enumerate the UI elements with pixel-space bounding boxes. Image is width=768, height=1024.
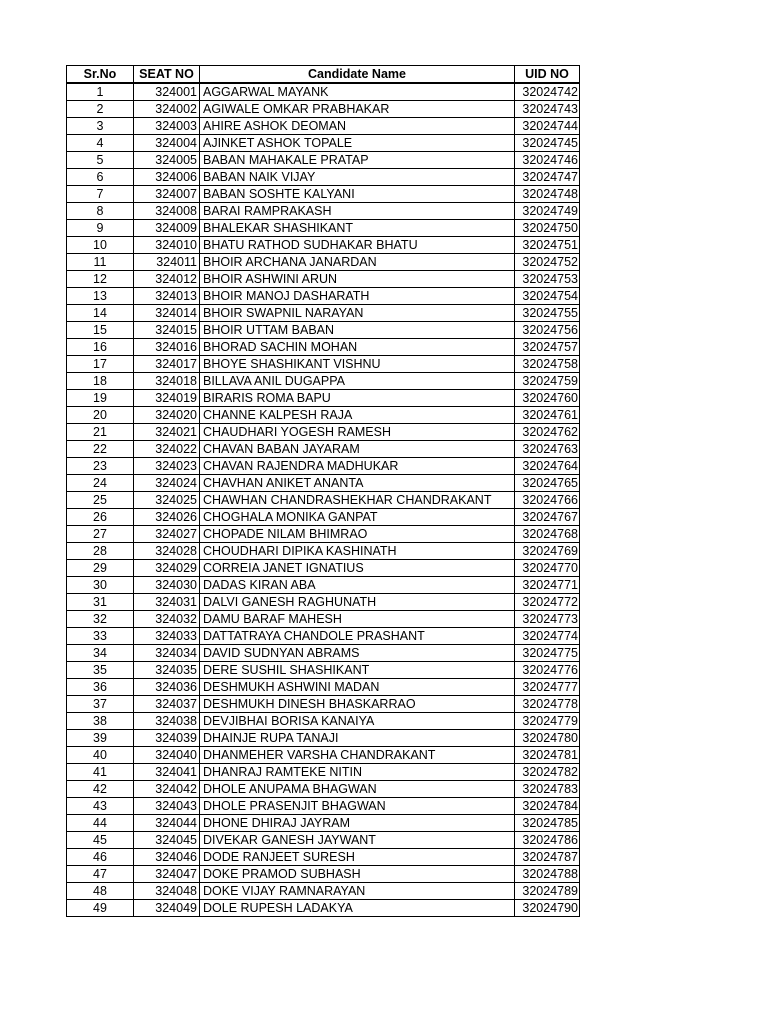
cell-sr-no: 36 bbox=[67, 679, 134, 696]
table-row bbox=[67, 594, 580, 611]
cell-sr-no: 8 bbox=[67, 203, 134, 220]
cell-uid-no: 32024772 bbox=[515, 594, 580, 611]
cell-seat-no: 324037 bbox=[134, 696, 200, 713]
cell-candidate-name: DESHMUKH ASHWINI MADAN bbox=[200, 679, 515, 696]
cell-seat-no: 324004 bbox=[134, 135, 200, 152]
cell-seat-no: 324033 bbox=[134, 628, 200, 645]
cell-candidate-name: BHOYE SHASHIKANT VISHNU bbox=[200, 356, 515, 373]
cell-uid-no: 32024784 bbox=[515, 798, 580, 815]
table-row bbox=[67, 730, 580, 747]
table-row bbox=[67, 356, 580, 373]
cell-seat-no: 324035 bbox=[134, 662, 200, 679]
cell-sr-no: 4 bbox=[67, 135, 134, 152]
table-row bbox=[67, 373, 580, 390]
cell-uid-no: 32024786 bbox=[515, 832, 580, 849]
cell-uid-no: 32024776 bbox=[515, 662, 580, 679]
cell-seat-no: 324031 bbox=[134, 594, 200, 611]
cell-uid-no: 32024788 bbox=[515, 866, 580, 883]
cell-seat-no: 324015 bbox=[134, 322, 200, 339]
table-row bbox=[67, 492, 580, 509]
cell-uid-no: 32024762 bbox=[515, 424, 580, 441]
cell-uid-no: 32024752 bbox=[515, 254, 580, 271]
cell-candidate-name: CHAUDHARI YOGESH RAMESH bbox=[200, 424, 515, 441]
cell-uid-no: 32024755 bbox=[515, 305, 580, 322]
cell-uid-no: 32024742 bbox=[515, 83, 580, 101]
header-candidate-name: Candidate Name bbox=[200, 66, 515, 84]
cell-uid-no: 32024745 bbox=[515, 135, 580, 152]
cell-sr-no: 43 bbox=[67, 798, 134, 815]
cell-uid-no: 32024746 bbox=[515, 152, 580, 169]
cell-candidate-name: CHAWHAN CHANDRASHEKHAR CHANDRAKANT bbox=[200, 492, 515, 509]
cell-candidate-name: DHOLE ANUPAMA BHAGWAN bbox=[200, 781, 515, 798]
table-row bbox=[67, 849, 580, 866]
cell-uid-no: 32024748 bbox=[515, 186, 580, 203]
table-row bbox=[67, 271, 580, 288]
cell-candidate-name: DHOLE PRASENJIT BHAGWAN bbox=[200, 798, 515, 815]
cell-candidate-name: BHALEKAR SHASHIKANT bbox=[200, 220, 515, 237]
cell-candidate-name: BIRARIS ROMA BAPU bbox=[200, 390, 515, 407]
cell-uid-no: 32024750 bbox=[515, 220, 580, 237]
cell-sr-no: 15 bbox=[67, 322, 134, 339]
table-row bbox=[67, 679, 580, 696]
table-row bbox=[67, 83, 580, 101]
cell-candidate-name: CHAVAN RAJENDRA MADHUKAR bbox=[200, 458, 515, 475]
cell-uid-no: 32024749 bbox=[515, 203, 580, 220]
cell-candidate-name: BHOIR ARCHANA JANARDAN bbox=[200, 254, 515, 271]
cell-sr-no: 22 bbox=[67, 441, 134, 458]
cell-candidate-name: DHONE DHIRAJ JAYRAM bbox=[200, 815, 515, 832]
cell-sr-no: 3 bbox=[67, 118, 134, 135]
cell-sr-no: 30 bbox=[67, 577, 134, 594]
cell-seat-no: 324038 bbox=[134, 713, 200, 730]
table-row bbox=[67, 305, 580, 322]
table-row bbox=[67, 866, 580, 883]
cell-candidate-name: AJINKET ASHOK TOPALE bbox=[200, 135, 515, 152]
cell-seat-no: 324007 bbox=[134, 186, 200, 203]
cell-seat-no: 324026 bbox=[134, 509, 200, 526]
cell-uid-no: 32024779 bbox=[515, 713, 580, 730]
cell-seat-no: 324022 bbox=[134, 441, 200, 458]
cell-candidate-name: CHAVHAN ANIKET ANANTA bbox=[200, 475, 515, 492]
cell-sr-no: 9 bbox=[67, 220, 134, 237]
cell-uid-no: 32024769 bbox=[515, 543, 580, 560]
cell-candidate-name: AHIRE ASHOK DEOMAN bbox=[200, 118, 515, 135]
header-row bbox=[67, 66, 580, 84]
cell-uid-no: 32024744 bbox=[515, 118, 580, 135]
cell-seat-no: 324005 bbox=[134, 152, 200, 169]
cell-seat-no: 324012 bbox=[134, 271, 200, 288]
table-row bbox=[67, 169, 580, 186]
table-row bbox=[67, 645, 580, 662]
cell-sr-no: 47 bbox=[67, 866, 134, 883]
cell-seat-no: 324028 bbox=[134, 543, 200, 560]
cell-seat-no: 324043 bbox=[134, 798, 200, 815]
cell-candidate-name: DESHMUKH DINESH BHASKARRAO bbox=[200, 696, 515, 713]
cell-sr-no: 27 bbox=[67, 526, 134, 543]
cell-candidate-name: AGIWALE OMKAR PRABHAKAR bbox=[200, 101, 515, 118]
cell-candidate-name: CORREIA JANET IGNATIUS bbox=[200, 560, 515, 577]
table-row bbox=[67, 747, 580, 764]
cell-uid-no: 32024764 bbox=[515, 458, 580, 475]
table-row bbox=[67, 203, 580, 220]
cell-uid-no: 32024780 bbox=[515, 730, 580, 747]
table-row bbox=[67, 543, 580, 560]
header-uid-no: UID NO bbox=[515, 66, 580, 84]
cell-seat-no: 324042 bbox=[134, 781, 200, 798]
cell-candidate-name: DIVEKAR GANESH JAYWANT bbox=[200, 832, 515, 849]
cell-uid-no: 32024781 bbox=[515, 747, 580, 764]
cell-candidate-name: CHANNE KALPESH RAJA bbox=[200, 407, 515, 424]
table-row bbox=[67, 118, 580, 135]
cell-sr-no: 24 bbox=[67, 475, 134, 492]
table-row bbox=[67, 220, 580, 237]
cell-seat-no: 324023 bbox=[134, 458, 200, 475]
table-row bbox=[67, 407, 580, 424]
cell-candidate-name: DHAINJE RUPA TANAJI bbox=[200, 730, 515, 747]
table-row bbox=[67, 696, 580, 713]
cell-seat-no: 324025 bbox=[134, 492, 200, 509]
cell-candidate-name: CHOPADE NILAM BHIMRAO bbox=[200, 526, 515, 543]
cell-sr-no: 7 bbox=[67, 186, 134, 203]
cell-sr-no: 49 bbox=[67, 900, 134, 917]
cell-candidate-name: DOLE RUPESH LADAKYA bbox=[200, 900, 515, 917]
cell-sr-no: 34 bbox=[67, 645, 134, 662]
cell-seat-no: 324024 bbox=[134, 475, 200, 492]
cell-sr-no: 6 bbox=[67, 169, 134, 186]
cell-uid-no: 32024747 bbox=[515, 169, 580, 186]
cell-uid-no: 32024763 bbox=[515, 441, 580, 458]
cell-candidate-name: BHORAD SACHIN MOHAN bbox=[200, 339, 515, 356]
cell-sr-no: 11 bbox=[67, 254, 134, 271]
cell-uid-no: 32024743 bbox=[515, 101, 580, 118]
cell-seat-no: 324010 bbox=[134, 237, 200, 254]
cell-uid-no: 32024758 bbox=[515, 356, 580, 373]
cell-sr-no: 2 bbox=[67, 101, 134, 118]
cell-sr-no: 5 bbox=[67, 152, 134, 169]
table-row bbox=[67, 577, 580, 594]
cell-sr-no: 33 bbox=[67, 628, 134, 645]
cell-sr-no: 45 bbox=[67, 832, 134, 849]
cell-candidate-name: DAMU BARAF MAHESH bbox=[200, 611, 515, 628]
cell-candidate-name: BABAN MAHAKALE PRATAP bbox=[200, 152, 515, 169]
cell-candidate-name: BHOIR SWAPNIL NARAYAN bbox=[200, 305, 515, 322]
cell-sr-no: 10 bbox=[67, 237, 134, 254]
cell-uid-no: 32024770 bbox=[515, 560, 580, 577]
cell-sr-no: 32 bbox=[67, 611, 134, 628]
cell-seat-no: 324039 bbox=[134, 730, 200, 747]
table-row bbox=[67, 237, 580, 254]
cell-uid-no: 32024753 bbox=[515, 271, 580, 288]
cell-seat-no: 324044 bbox=[134, 815, 200, 832]
table-row bbox=[67, 832, 580, 849]
cell-candidate-name: BABAN SOSHTE KALYANI bbox=[200, 186, 515, 203]
table-row bbox=[67, 339, 580, 356]
cell-seat-no: 324047 bbox=[134, 866, 200, 883]
cell-uid-no: 32024775 bbox=[515, 645, 580, 662]
table-header bbox=[67, 66, 580, 84]
cell-candidate-name: DOKE PRAMOD SUBHASH bbox=[200, 866, 515, 883]
cell-seat-no: 324011 bbox=[134, 254, 200, 271]
cell-uid-no: 32024777 bbox=[515, 679, 580, 696]
cell-seat-no: 324045 bbox=[134, 832, 200, 849]
cell-candidate-name: BHOIR ASHWINI ARUN bbox=[200, 271, 515, 288]
cell-seat-no: 324032 bbox=[134, 611, 200, 628]
cell-candidate-name: CHOGHALA MONIKA GANPAT bbox=[200, 509, 515, 526]
cell-seat-no: 324008 bbox=[134, 203, 200, 220]
cell-uid-no: 32024761 bbox=[515, 407, 580, 424]
cell-seat-no: 324001 bbox=[134, 83, 200, 101]
cell-candidate-name: BHOIR UTTAM BABAN bbox=[200, 322, 515, 339]
cell-uid-no: 32024778 bbox=[515, 696, 580, 713]
cell-uid-no: 32024787 bbox=[515, 849, 580, 866]
cell-sr-no: 18 bbox=[67, 373, 134, 390]
cell-seat-no: 324034 bbox=[134, 645, 200, 662]
cell-uid-no: 32024759 bbox=[515, 373, 580, 390]
cell-candidate-name: BHATU RATHOD SUDHAKAR BHATU bbox=[200, 237, 515, 254]
cell-sr-no: 35 bbox=[67, 662, 134, 679]
cell-seat-no: 324013 bbox=[134, 288, 200, 305]
table-row bbox=[67, 441, 580, 458]
table-body bbox=[67, 83, 580, 917]
table-row bbox=[67, 475, 580, 492]
cell-seat-no: 324006 bbox=[134, 169, 200, 186]
cell-uid-no: 32024756 bbox=[515, 322, 580, 339]
cell-sr-no: 23 bbox=[67, 458, 134, 475]
table-row bbox=[67, 135, 580, 152]
table-row bbox=[67, 101, 580, 118]
cell-uid-no: 32024774 bbox=[515, 628, 580, 645]
cell-candidate-name: DERE SUSHIL SHASHIKANT bbox=[200, 662, 515, 679]
cell-candidate-name: CHAVAN BABAN JAYARAM bbox=[200, 441, 515, 458]
table-row bbox=[67, 764, 580, 781]
table-row bbox=[67, 560, 580, 577]
table-row bbox=[67, 900, 580, 917]
cell-candidate-name: BHOIR MANOJ DASHARATH bbox=[200, 288, 515, 305]
cell-uid-no: 32024783 bbox=[515, 781, 580, 798]
cell-candidate-name: BABAN NAIK VIJAY bbox=[200, 169, 515, 186]
cell-candidate-name: BARAI RAMPRAKASH bbox=[200, 203, 515, 220]
cell-sr-no: 17 bbox=[67, 356, 134, 373]
cell-seat-no: 324046 bbox=[134, 849, 200, 866]
cell-seat-no: 324041 bbox=[134, 764, 200, 781]
cell-sr-no: 44 bbox=[67, 815, 134, 832]
header-sr-no: Sr.No bbox=[67, 66, 134, 84]
cell-seat-no: 324020 bbox=[134, 407, 200, 424]
table-row bbox=[67, 254, 580, 271]
cell-candidate-name: DATTATRAYA CHANDOLE PRASHANT bbox=[200, 628, 515, 645]
cell-sr-no: 37 bbox=[67, 696, 134, 713]
cell-sr-no: 1 bbox=[67, 83, 134, 101]
table-row bbox=[67, 628, 580, 645]
cell-candidate-name: DODE RANJEET SURESH bbox=[200, 849, 515, 866]
cell-uid-no: 32024751 bbox=[515, 237, 580, 254]
header-seat-no: SEAT NO bbox=[134, 66, 200, 84]
cell-uid-no: 32024790 bbox=[515, 900, 580, 917]
cell-seat-no: 324009 bbox=[134, 220, 200, 237]
cell-sr-no: 29 bbox=[67, 560, 134, 577]
cell-uid-no: 32024757 bbox=[515, 339, 580, 356]
table-row bbox=[67, 186, 580, 203]
cell-uid-no: 32024768 bbox=[515, 526, 580, 543]
cell-uid-no: 32024767 bbox=[515, 509, 580, 526]
cell-uid-no: 32024766 bbox=[515, 492, 580, 509]
table-row bbox=[67, 424, 580, 441]
cell-sr-no: 41 bbox=[67, 764, 134, 781]
cell-seat-no: 324018 bbox=[134, 373, 200, 390]
cell-sr-no: 26 bbox=[67, 509, 134, 526]
cell-candidate-name: DEVJIBHAI BORISA KANAIYA bbox=[200, 713, 515, 730]
cell-uid-no: 32024789 bbox=[515, 883, 580, 900]
table-row bbox=[67, 798, 580, 815]
cell-sr-no: 13 bbox=[67, 288, 134, 305]
cell-candidate-name: DADAS KIRAN ABA bbox=[200, 577, 515, 594]
cell-seat-no: 324049 bbox=[134, 900, 200, 917]
cell-candidate-name: DAVID SUDNYAN ABRAMS bbox=[200, 645, 515, 662]
table-row bbox=[67, 509, 580, 526]
cell-candidate-name: BILLAVA ANIL DUGAPPA bbox=[200, 373, 515, 390]
cell-candidate-name: DHANMEHER VARSHA CHANDRAKANT bbox=[200, 747, 515, 764]
cell-seat-no: 324017 bbox=[134, 356, 200, 373]
cell-candidate-name: DALVI GANESH RAGHUNATH bbox=[200, 594, 515, 611]
cell-candidate-name: DOKE VIJAY RAMNARAYAN bbox=[200, 883, 515, 900]
cell-seat-no: 324040 bbox=[134, 747, 200, 764]
cell-sr-no: 40 bbox=[67, 747, 134, 764]
table-row bbox=[67, 322, 580, 339]
cell-sr-no: 28 bbox=[67, 543, 134, 560]
cell-candidate-name: CHOUDHARI DIPIKA KASHINATH bbox=[200, 543, 515, 560]
cell-uid-no: 32024760 bbox=[515, 390, 580, 407]
table-row bbox=[67, 526, 580, 543]
table-row bbox=[67, 662, 580, 679]
cell-sr-no: 39 bbox=[67, 730, 134, 747]
table-row bbox=[67, 611, 580, 628]
cell-seat-no: 324027 bbox=[134, 526, 200, 543]
cell-sr-no: 21 bbox=[67, 424, 134, 441]
cell-sr-no: 12 bbox=[67, 271, 134, 288]
cell-sr-no: 19 bbox=[67, 390, 134, 407]
cell-uid-no: 32024782 bbox=[515, 764, 580, 781]
table-row bbox=[67, 883, 580, 900]
cell-sr-no: 42 bbox=[67, 781, 134, 798]
cell-seat-no: 324019 bbox=[134, 390, 200, 407]
table-row bbox=[67, 458, 580, 475]
cell-seat-no: 324030 bbox=[134, 577, 200, 594]
cell-uid-no: 32024754 bbox=[515, 288, 580, 305]
cell-seat-no: 324036 bbox=[134, 679, 200, 696]
cell-sr-no: 46 bbox=[67, 849, 134, 866]
cell-seat-no: 324048 bbox=[134, 883, 200, 900]
cell-seat-no: 324014 bbox=[134, 305, 200, 322]
cell-seat-no: 324016 bbox=[134, 339, 200, 356]
cell-candidate-name: DHANRAJ RAMTEKE NITIN bbox=[200, 764, 515, 781]
cell-sr-no: 48 bbox=[67, 883, 134, 900]
cell-seat-no: 324021 bbox=[134, 424, 200, 441]
cell-uid-no: 32024785 bbox=[515, 815, 580, 832]
cell-sr-no: 20 bbox=[67, 407, 134, 424]
cell-uid-no: 32024773 bbox=[515, 611, 580, 628]
cell-sr-no: 16 bbox=[67, 339, 134, 356]
table-row bbox=[67, 152, 580, 169]
cell-sr-no: 31 bbox=[67, 594, 134, 611]
cell-uid-no: 32024771 bbox=[515, 577, 580, 594]
cell-sr-no: 38 bbox=[67, 713, 134, 730]
table-row bbox=[67, 781, 580, 798]
cell-sr-no: 14 bbox=[67, 305, 134, 322]
candidate-table bbox=[66, 65, 580, 917]
table-row bbox=[67, 713, 580, 730]
cell-sr-no: 25 bbox=[67, 492, 134, 509]
cell-candidate-name: AGGARWAL MAYANK bbox=[200, 83, 515, 101]
table-row bbox=[67, 390, 580, 407]
table-row bbox=[67, 815, 580, 832]
cell-seat-no: 324002 bbox=[134, 101, 200, 118]
cell-seat-no: 324003 bbox=[134, 118, 200, 135]
table-row bbox=[67, 288, 580, 305]
cell-uid-no: 32024765 bbox=[515, 475, 580, 492]
cell-seat-no: 324029 bbox=[134, 560, 200, 577]
